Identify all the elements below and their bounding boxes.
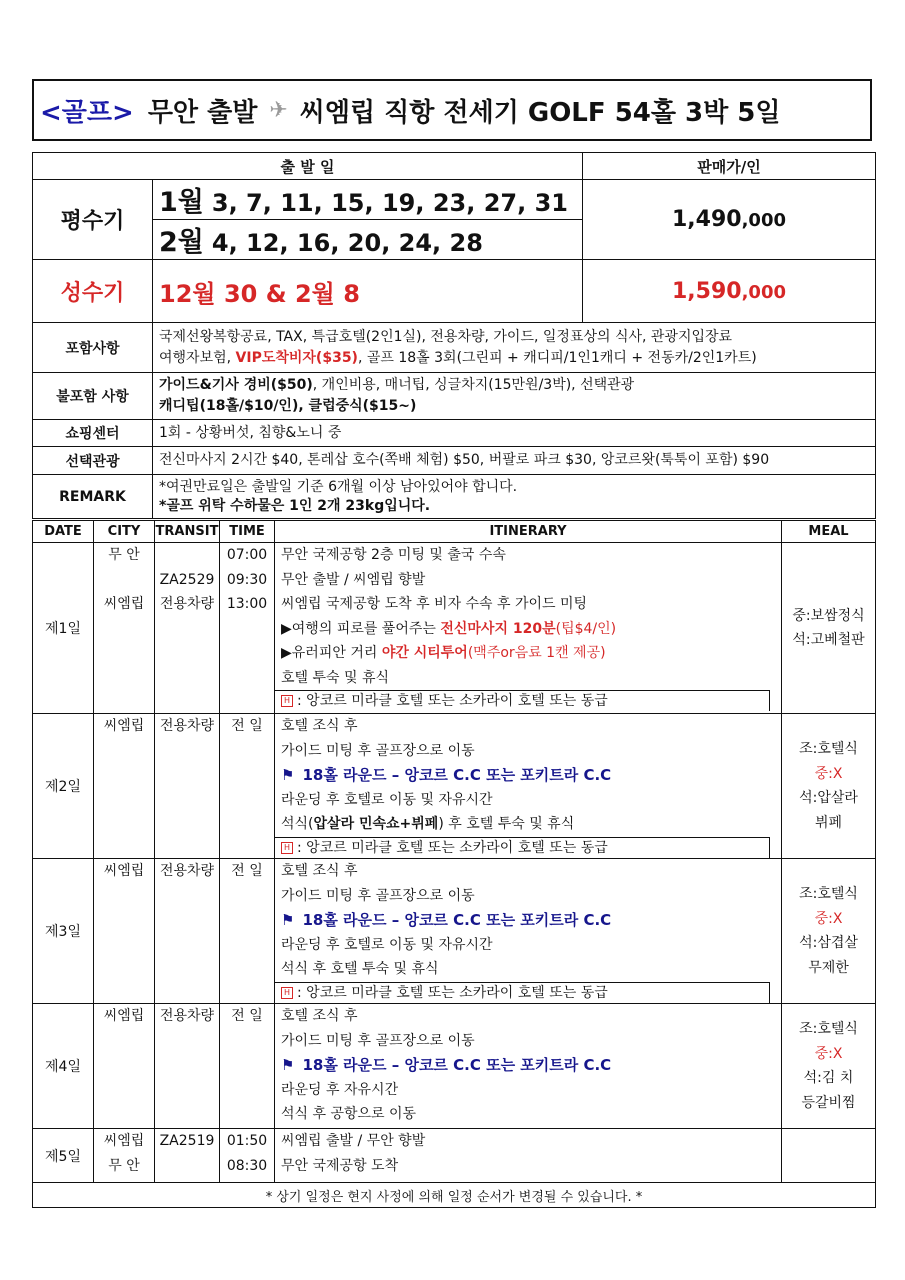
day2-meal: 조:호텔식 중:X 석:압살라 뷔페 [782,714,876,859]
peak-season-label: 성수기 [33,260,153,323]
day4-city: 씨엠립 [94,1004,155,1129]
day3-transit: 전용차량 [155,859,220,1004]
shopping-label: 쇼핑센터 [33,420,153,447]
day2-city: 씨엠립 [94,714,155,859]
day3-city: 씨엠립 [94,859,155,1004]
title-tag: <골프> [40,97,134,128]
table-row [33,859,876,1004]
included-text: 국제선왕복항공료, TAX, 특급호텔(2인1실), 전용차량, 가이드, 일정표상의 식사, 관광지입장료 여행자보험, VIP도착비자($35), 골프 18홀 3회(그린피 + 캐디피/1인1캐디 + 전동카/2인1카트) [153,323,876,373]
day1-transit: ZA2529 전용차량 [155,543,220,714]
low-season-price: 1,490,000 [583,180,876,260]
table-row [33,1004,876,1129]
col-city: CITY [94,521,155,543]
day1-itinerary: 무안 국제공항 2층 미팅 및 출국 수속 무안 출발 / 씨엠립 향발 씨엠립 국제공항 도착 후 비자 수속 후 가이드 미팅 ▶여행의 피로를 풀어주는 전신마사지 120분(팁$4/인) ▶유러피안 거리 야간 시티투어(맥주or음료 1캔 제공) 호텔 투숙 및 휴식 H : 앙코르 미라클 호텔 또는 소카라이 호텔 또는 동급 [275,543,782,714]
day1-city: 무 안 씨엠립 [94,543,155,714]
hotel-icon: H [281,695,293,707]
peak-season-dates: 12월 30 & 2월 8 [153,260,583,323]
airplane-icon: ✈ [269,97,288,123]
day5-date: 제5일 [33,1129,94,1183]
remark-text: *여권만료일은 출발일 기준 6개월 이상 남아있어야 합니다. *골프 위탁 수하물은 1인 2개 23kg입니다. [153,475,876,519]
day4-itinerary: 호텔 조식 후 가이드 미팅 후 골프장으로 이동 ⚑ 18홀 라운드 – 앙코르 C.C 또는 포키트라 C.C 라운딩 후 자유시간 석식 후 공항으로 이동 [275,1004,782,1129]
title-rest: 씨엠립 직항 전세기 GOLF 54홀 3박 5일 [299,97,781,128]
col-time: TIME [220,521,275,543]
price-header: 판매가/인 [583,153,876,180]
col-meal: MEAL [782,521,876,543]
col-date: DATE [33,521,94,543]
flag-icon: ⚑ [281,1056,295,1074]
table-row [33,1129,876,1183]
day4-transit: 전용차량 [155,1004,220,1129]
low-season-dates-feb: 2월 4, 12, 16, 20, 24, 28 [153,220,583,260]
remark-label: REMARK [33,475,153,519]
title-depart: 무안 출발 [147,97,258,128]
col-itinerary: ITINERARY [275,521,782,543]
day2-transit: 전용차량 [155,714,220,859]
price-table [32,152,876,519]
shopping-text: 1회 - 상황버섯, 침향&노니 중 [153,420,876,447]
hotel-icon: H [281,987,293,999]
excluded-text: 가이드&기사 경비($50), 개인비용, 매너팁, 싱글차지(15만원/3박), 선택관광 캐디팁(18홀/$10/인), 클럽중식($15~) [153,373,876,420]
excluded-label: 불포함 사항 [33,373,153,420]
low-season-label: 평수기 [33,180,153,260]
page-title [32,79,872,141]
low-season-dates-jan: 1월 3, 7, 11, 15, 19, 23, 27, 31 [153,180,583,220]
included-label: 포함사항 [33,323,153,373]
peak-season-price: 1,590,000 [583,260,876,323]
day3-time: 전 일 [220,859,275,1004]
options-label: 선택관광 [33,447,153,475]
day1-date: 제1일 [33,543,94,714]
hotel-icon: H [281,842,293,854]
day3-date: 제3일 [33,859,94,1004]
options-text: 전신마사지 2시간 $40, 톤레삽 호수(쪽배 체험) $50, 버팔로 파크 $30, 앙코르왓(툭툭이 포함) $90 [153,447,876,475]
day5-time: 01:50 08:30 [220,1129,275,1183]
day4-time: 전 일 [220,1004,275,1129]
day3-itinerary: 호텔 조식 후 가이드 미팅 후 골프장으로 이동 ⚑ 18홀 라운드 – 앙코르 C.C 또는 포키트라 C.C 라운딩 후 호텔로 이동 및 자유시간 석식 후 호텔 투숙 및 휴식 H : 앙코르 미라클 호텔 또는 소카라이 호텔 또는 동급 [275,859,782,1004]
day2-itinerary: 호텔 조식 후 가이드 미팅 후 골프장으로 이동 ⚑ 18홀 라운드 – 앙코르 C.C 또는 포키트라 C.C 라운딩 후 호텔로 이동 및 자유시간 석식(압살라 민속쇼+뷔페) 후 호텔 투숙 및 휴식 H : 앙코르 미라클 호텔 또는 소카라이 호텔 또는 동급 [275,714,782,859]
day5-transit: ZA2519 [155,1129,220,1183]
flag-icon: ⚑ [281,911,295,929]
dates-header: 출 발 일 [33,153,583,180]
flag-icon: ⚑ [281,766,295,784]
day5-meal [782,1129,876,1183]
day2-date: 제2일 [33,714,94,859]
day4-meal: 조:호텔식 중:X 석:김 치 등갈비찜 [782,1004,876,1129]
day4-date: 제4일 [33,1004,94,1129]
table-row [33,543,876,714]
schedule-footnote: * 상기 일정은 현지 사정에 의해 일정 순서가 변경될 수 있습니다. * [33,1183,876,1208]
day5-city: 씨엠립 무 안 [94,1129,155,1183]
schedule-table [32,520,876,1208]
col-transit: TRANSIT [155,521,220,543]
day5-itinerary: 씨엠립 출발 / 무안 향발 무안 국제공항 도착 [275,1129,782,1183]
table-row [33,714,876,859]
day2-time: 전 일 [220,714,275,859]
day3-meal: 조:호텔식 중:X 석:삼겹살 무제한 [782,859,876,1004]
day1-time: 07:00 09:30 13:00 [220,543,275,714]
day1-meal: 중:보쌈정식 석:고베철판 [782,543,876,714]
